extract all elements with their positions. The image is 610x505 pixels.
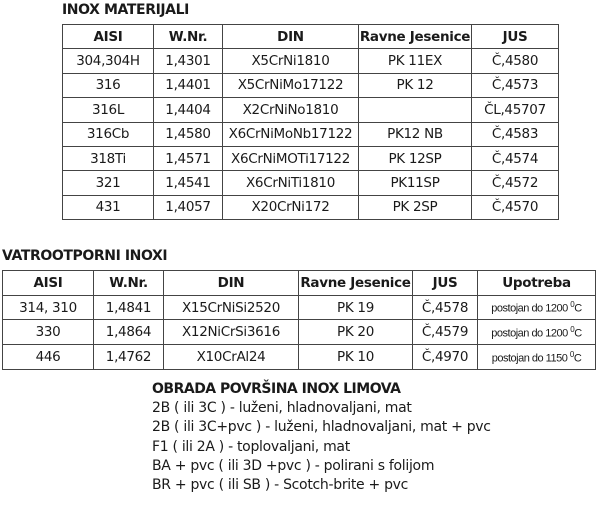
inox-materijali-title: INOX MATERIJALI [62,2,189,18]
cell-din: X5CrNi1810 [223,49,359,73]
table-header-row [63,25,559,49]
table-row [63,98,559,122]
cell-aisi: 446 [3,345,94,370]
cell-jus: Č,4572 [472,171,559,195]
obrada-line: BR + pvc ( ili SB ) - Scotch-brite + pvc [152,477,409,494]
cell-din: X12NiCrSi3616 [164,320,299,345]
celsius-unit: C [574,302,582,315]
cell-jus: Č,4580 [472,49,559,73]
cell-ravne-jesenice: PK 2SP [359,195,472,219]
cell-jus: Č,4583 [472,122,559,146]
cell-ravne-jesenice: PK 12 [359,73,472,97]
header-jus: JUS [472,25,559,49]
upotreba-text: postojan do 1200 [491,327,568,340]
header-wnr: W.Nr. [94,271,164,296]
cell-wnr: 1,4401 [154,73,223,97]
table-header-row [3,271,596,296]
cell-aisi: 321 [63,171,154,195]
table-row [63,122,559,146]
cell-jus: Č,4579 [413,320,478,345]
cell-wnr: 1,4057 [154,195,223,219]
table-row [63,49,559,73]
cell-din: X15CrNiSi2520 [164,295,299,320]
header-ravne-jesenice: Ravne Jesenice [359,25,472,49]
cell-wnr: 1,4762 [94,345,164,370]
cell-aisi: 316Cb [63,122,154,146]
header-wnr: W.Nr. [154,25,223,49]
header-aisi: AISI [3,271,94,296]
cell-din: X10CrAl24 [164,345,299,370]
cell-aisi: 316 [63,73,154,97]
header-upotreba: Upotreba [478,271,596,296]
cell-ravne-jesenice: PK 11EX [359,49,472,73]
cell-din: X2CrNiNo1810 [223,98,359,122]
inox-materijali-table [62,24,559,220]
cell-wnr: 1,4301 [154,49,223,73]
cell-jus: Č,4578 [413,295,478,320]
cell-din: X5CrNiMo17122 [223,73,359,97]
cell-upotreba [478,320,596,345]
cell-ravne-jesenice: PK 19 [299,295,413,320]
cell-ravne-jesenice: PK12 NB [359,122,472,146]
cell-ravne-jesenice: PK 12SP [359,146,472,170]
degree-mark: 0 [570,300,575,310]
table-row [63,73,559,97]
cell-wnr: 1,4864 [94,320,164,345]
vatrootporni-inoxi-title: VATROOTPORNI INOXI [2,248,168,264]
upotreba-text: postojan do 1150 [491,352,568,365]
cell-wnr: 1,4571 [154,146,223,170]
cell-aisi: 304,304H [63,49,154,73]
header-ravne-jesenice: Ravne Jesenice [299,271,413,296]
cell-din: X20CrNi172 [223,195,359,219]
obrada-povrsina-section [152,380,491,495]
cell-wnr: 1,4541 [154,171,223,195]
vatrootporni-inoxi-table [2,270,596,370]
cell-aisi: 431 [63,195,154,219]
cell-jus: Č,4970 [413,345,478,370]
obrada-line: F1 ( ili 2A ) - toplovaljani, mat [152,438,350,455]
table-row [63,195,559,219]
header-din: DIN [164,271,299,296]
cell-aisi: 316L [63,98,154,122]
cell-upotreba [478,295,596,320]
cell-ravne-jesenice: PK 10 [299,345,413,370]
cell-ravne-jesenice: PK11SP [359,171,472,195]
cell-jus: Č,4570 [472,195,559,219]
cell-din: X6CrNiMoNb17122 [223,122,359,146]
cell-aisi: 314, 310 [3,295,94,320]
obrada-title: OBRADA POVRŠINA INOX LIMOVA [152,381,401,397]
header-aisi: AISI [63,25,154,49]
table-row [3,345,596,370]
cell-wnr: 1,4404 [154,98,223,122]
cell-jus: ČL,45707 [472,98,559,122]
cell-wnr: 1,4580 [154,122,223,146]
cell-aisi: 318Ti [63,146,154,170]
degree-mark: 0 [569,349,574,359]
celsius-unit: C [574,327,582,340]
degree-mark: 0 [570,324,575,334]
table-row [3,295,596,320]
obrada-line: BA + pvc ( ili 3D +pvc ) - polirani s folijom [152,457,435,474]
cell-din: X6CrNiMOTi17122 [223,146,359,170]
obrada-line: 2B ( ili 3C ) - luženi, hladnovaljani, mat [152,400,412,417]
header-din: DIN [223,25,359,49]
cell-upotreba [478,345,596,370]
cell-din: X6CrNiTi1810 [223,171,359,195]
cell-aisi: 330 [3,320,94,345]
cell-ravne-jesenice: PK 20 [299,320,413,345]
cell-wnr: 1,4841 [94,295,164,320]
header-jus: JUS [413,271,478,296]
table-row [3,320,596,345]
cell-ravne-jesenice [359,98,472,122]
celsius-unit: C [573,352,582,365]
upotreba-text: postojan do 1200 [491,302,568,315]
cell-jus: Č,4573 [472,73,559,97]
table-row [63,146,559,170]
cell-jus: Č,4574 [472,146,559,170]
table-row [63,171,559,195]
obrada-line: 2B ( ili 3C+pvc ) - luženi, hladnovaljani, mat + pvc [152,419,491,436]
